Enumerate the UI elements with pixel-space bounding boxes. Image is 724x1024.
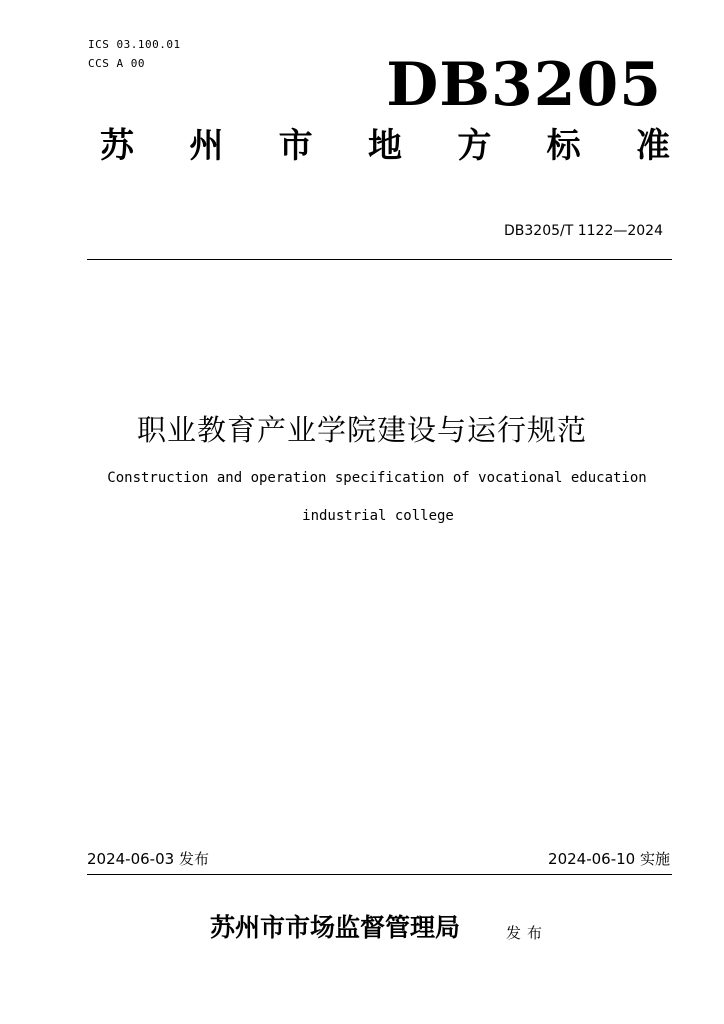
publish-label: 发布 <box>506 924 549 942</box>
document-title-chinese: 职业教育产业学院建设与运行规范 <box>136 413 587 447</box>
document-title-english-line2: industrial college <box>302 508 454 524</box>
local-standard-char: 市 <box>278 126 313 166</box>
local-standard-char: 准 <box>635 126 670 166</box>
local-standard-char: 州 <box>189 126 224 166</box>
local-standard-char: 标 <box>546 126 581 166</box>
issuing-authority: 苏州市市场监督管理局 <box>210 913 461 942</box>
ccs-code: CCS A 00 <box>88 57 145 70</box>
footer-divider <box>87 874 672 875</box>
issue-date: 2024-06-03 发布 <box>87 850 209 868</box>
local-standard-char: 苏 <box>100 126 134 166</box>
local-standard-char: 方 <box>457 126 492 166</box>
ics-code: ICS 03.100.01 <box>88 38 181 51</box>
standard-code-heading: DB3205 <box>386 50 662 120</box>
local-standard-char: 地 <box>367 126 402 166</box>
standard-number: DB3205/T 1122—2024 <box>504 223 663 239</box>
implementation-date: 2024-06-10 实施 <box>548 850 670 868</box>
header-divider <box>87 259 672 260</box>
local-standard-heading <box>100 124 670 168</box>
document-title-english-line1: Construction and operation specification of vocational education <box>107 470 647 486</box>
